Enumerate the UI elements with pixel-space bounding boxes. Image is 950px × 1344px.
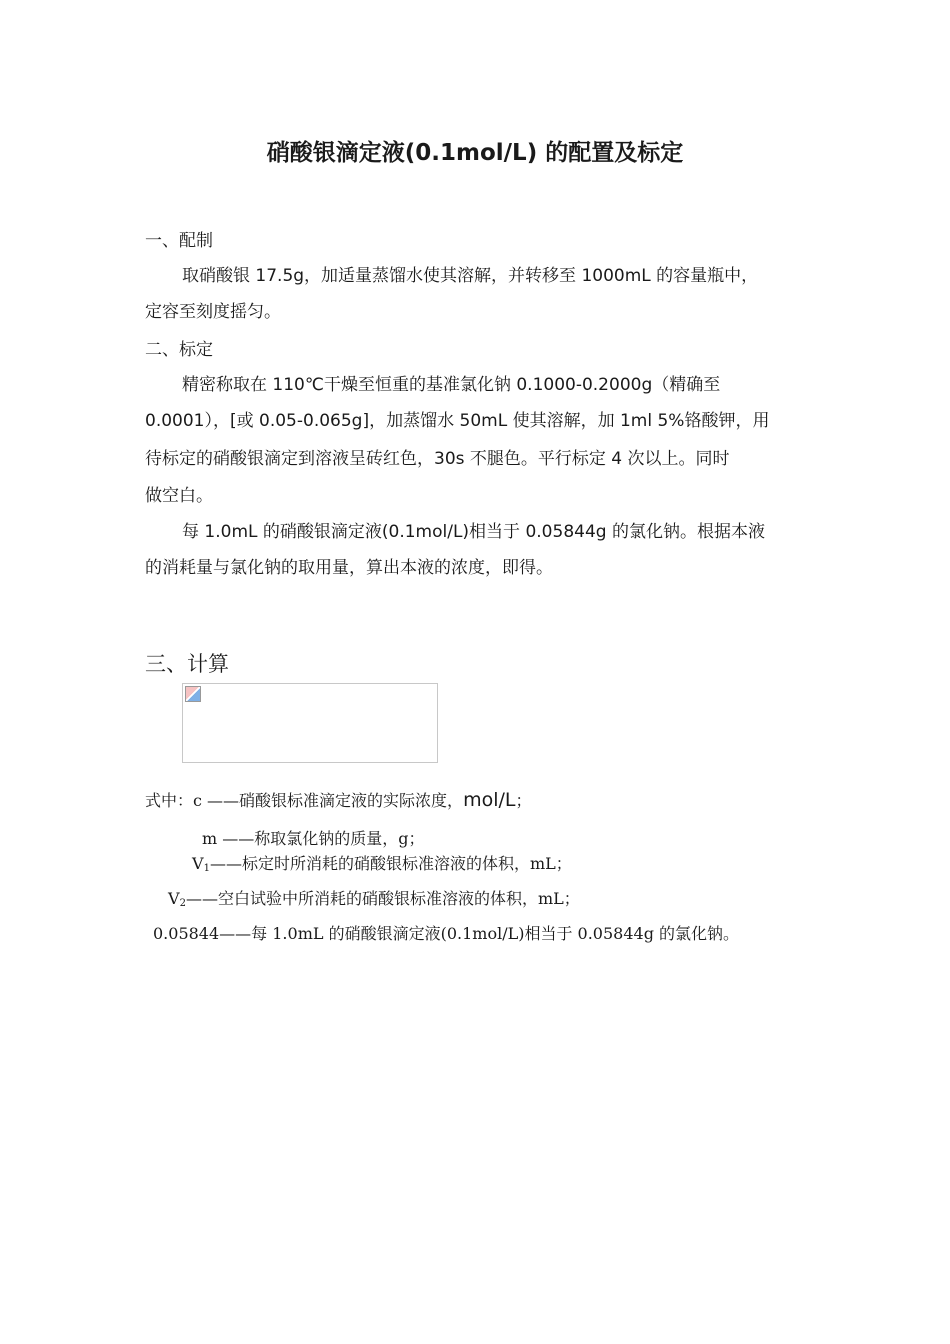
- v2-symbol: V: [168, 889, 180, 908]
- where-c-suffix: ；: [515, 791, 532, 810]
- v1-text: ——标定时所消耗的硝酸银标准溶液的体积，mL；: [209, 854, 572, 873]
- section-heading-preparation: 一、配制: [145, 231, 213, 251]
- where-c-line: [145, 788, 531, 811]
- v2-subscript: 2: [179, 898, 186, 909]
- equivalence-line-1: 每 1.0mL 的硝酸银滴定液(0.1mol/L)相当于 0.05844g 的氯化钠。根据本液: [182, 522, 765, 542]
- where-c-text: 式中：c ——硝酸银标准滴定液的实际浓度，: [145, 791, 464, 810]
- page-title: 硝酸银滴定液(0.1mol/L) 的配置及标定: [266, 140, 684, 166]
- preparation-line-2: 定容至刻度摇匀。: [145, 302, 281, 322]
- where-constant-line: 0.05844——每 1.0mL 的硝酸银滴定液(0.1mol/L)相当于 0.05844g 的氯化钠。: [153, 924, 740, 943]
- broken-image-icon: [185, 686, 201, 702]
- v1-symbol: V: [192, 854, 204, 873]
- v1-subscript: 1: [203, 863, 210, 874]
- v2-text: ——空白试验中所消耗的硝酸银标准溶液的体积，mL；: [185, 889, 580, 908]
- formula-image-placeholder: [182, 683, 438, 763]
- standardization-line-1: 精密称取在 110℃干燥至恒重的基准氯化钠 0.1000-0.2000g（精确至: [182, 375, 721, 395]
- where-m-line: m ——称取氯化钠的质量，g；: [202, 829, 425, 848]
- standardization-line-3: 待标定的硝酸银滴定到溶液呈砖红色，30s 不腿色。平行标定 4 次以上。同时: [145, 449, 730, 469]
- standardization-line-4: 做空白。: [145, 486, 213, 506]
- standardization-line-2: 0.0001），[或 0.05-0.065g]，加蒸馏水 50mL 使其溶解，加 1ml 5%铬酸钾，用: [145, 411, 770, 431]
- section-heading-standardization: 二、标定: [145, 340, 213, 360]
- section-heading-calculation: 三、计算: [145, 652, 229, 676]
- preparation-line-1: 取硝酸银 17.5g，加适量蒸馏水使其溶解，并转移至 1000mL 的容量瓶中，: [182, 266, 759, 286]
- equivalence-line-2: 的消耗量与氯化钠的取用量，算出本液的浓度，即得。: [145, 558, 553, 578]
- where-v2-line: [168, 886, 580, 909]
- where-c-unit: mol/L: [463, 789, 516, 811]
- where-v1-line: [192, 851, 572, 874]
